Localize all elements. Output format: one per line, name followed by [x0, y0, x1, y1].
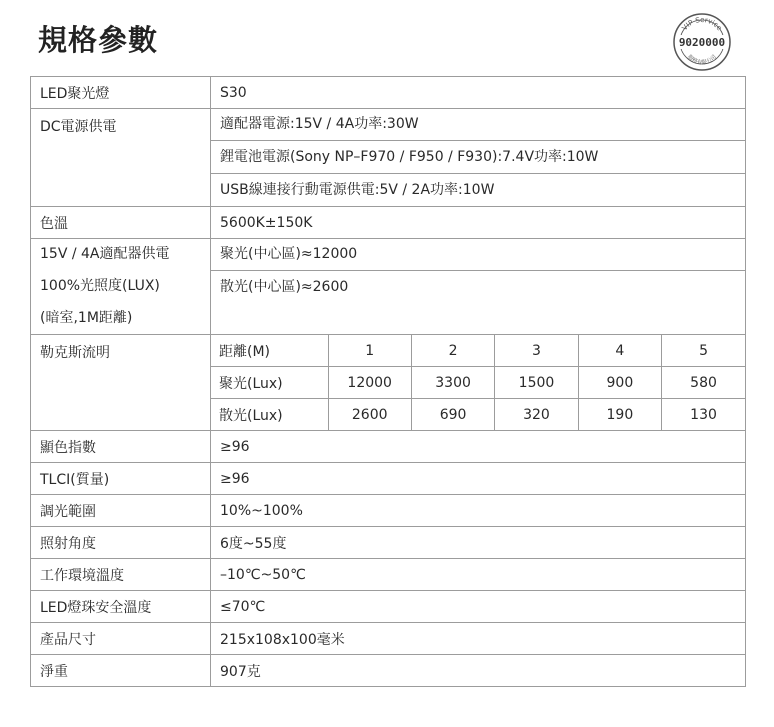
flood-label: 散光(Lux)	[219, 407, 283, 424]
spot-label: 聚光(Lux)	[211, 367, 328, 399]
flood-lux-cell: 190	[578, 399, 661, 431]
flood-lux-cell: 320	[495, 399, 578, 431]
spec-label: 15V / 4A適配器供電	[40, 246, 170, 262]
flood-lux-cell: 2600	[328, 399, 411, 431]
spec-label: 淨重	[31, 655, 211, 687]
spec-value: 散光(中心區)≈2600	[220, 279, 349, 295]
spec-label: TLCI(質量)	[31, 463, 211, 495]
svg-text:9020000: 9020000	[678, 36, 726, 49]
page-title: 規格參數	[38, 23, 159, 57]
table-row	[31, 239, 746, 335]
distance-header: 距離(M)	[211, 335, 328, 367]
spec-label: DC電源供電	[31, 109, 211, 207]
spec-label: 工作環境溫度	[31, 559, 211, 591]
spec-value: ≤70℃	[211, 591, 746, 623]
spec-label: 調光範圍	[31, 495, 211, 527]
table-row	[211, 399, 745, 431]
spec-value: 5600K±150K	[211, 207, 746, 239]
table-row	[31, 495, 746, 527]
spot-lux-cell: 3300	[411, 367, 494, 399]
spec-value: 適配器電源:15V / 4A功率:30W	[211, 109, 745, 141]
table-row	[211, 335, 745, 367]
spec-label: (暗室,1M距離)	[40, 310, 133, 326]
spec-value: USB線連接行動電源供電:5V / 2A功率:10W	[220, 182, 495, 198]
spec-value: ≥96	[211, 431, 746, 463]
table-row	[31, 109, 746, 207]
spec-label: 產品尺寸	[31, 623, 211, 655]
table-row	[31, 77, 746, 109]
table-row	[31, 623, 746, 655]
table-row	[31, 207, 746, 239]
spec-value: –10℃~50℃	[211, 559, 746, 591]
spec-label: 照射角度	[31, 527, 211, 559]
spec-value: 907克	[211, 655, 746, 687]
spec-label: LED聚光燈	[31, 77, 211, 109]
distance-cell: 5	[662, 335, 745, 367]
table-row	[211, 367, 745, 399]
spec-label: 色溫	[31, 207, 211, 239]
distance-cell: 1	[328, 335, 411, 367]
spot-lux-cell: 1500	[495, 367, 578, 399]
distance-cell: 4	[578, 335, 661, 367]
spec-value: 鋰電池電源(Sony NP–F970 / F950 / F930):7.4V功率:10W	[211, 141, 745, 174]
spot-lux-cell: 12000	[328, 367, 411, 399]
svg-text:服務有限公司: 服務有限公司	[686, 54, 718, 67]
table-row	[31, 655, 746, 687]
svg-text:VIP Service: VIP Service	[680, 15, 724, 33]
spec-value: 6度~55度	[211, 527, 746, 559]
distance-cell: 2	[411, 335, 494, 367]
spec-value: 215x108x100毫米	[211, 623, 746, 655]
flood-lux-cell: 130	[662, 399, 745, 431]
spec-label: 勒克斯流明	[31, 335, 211, 431]
spec-label: 100%光照度(LUX)	[40, 278, 160, 294]
spec-value: ≥96	[211, 463, 746, 495]
table-row	[31, 527, 746, 559]
spec-value: 聚光(中心區)≈12000	[211, 239, 745, 271]
spec-label: LED燈珠安全溫度	[31, 591, 211, 623]
table-row	[31, 591, 746, 623]
spec-value: S30	[211, 77, 746, 109]
flood-lux-cell: 690	[411, 399, 494, 431]
spec-table	[30, 76, 746, 687]
spot-lux-cell: 580	[662, 367, 745, 399]
spec-value: 10%~100%	[211, 495, 746, 527]
spot-lux-cell: 900	[578, 367, 661, 399]
table-row	[31, 559, 746, 591]
vip-service-seal-logo	[672, 12, 732, 72]
table-row	[31, 431, 746, 463]
table-row	[31, 335, 746, 431]
lux-falloff-table	[211, 335, 745, 430]
table-row	[31, 463, 746, 495]
spec-label: 顯色指數	[31, 431, 211, 463]
distance-cell: 3	[495, 335, 578, 367]
